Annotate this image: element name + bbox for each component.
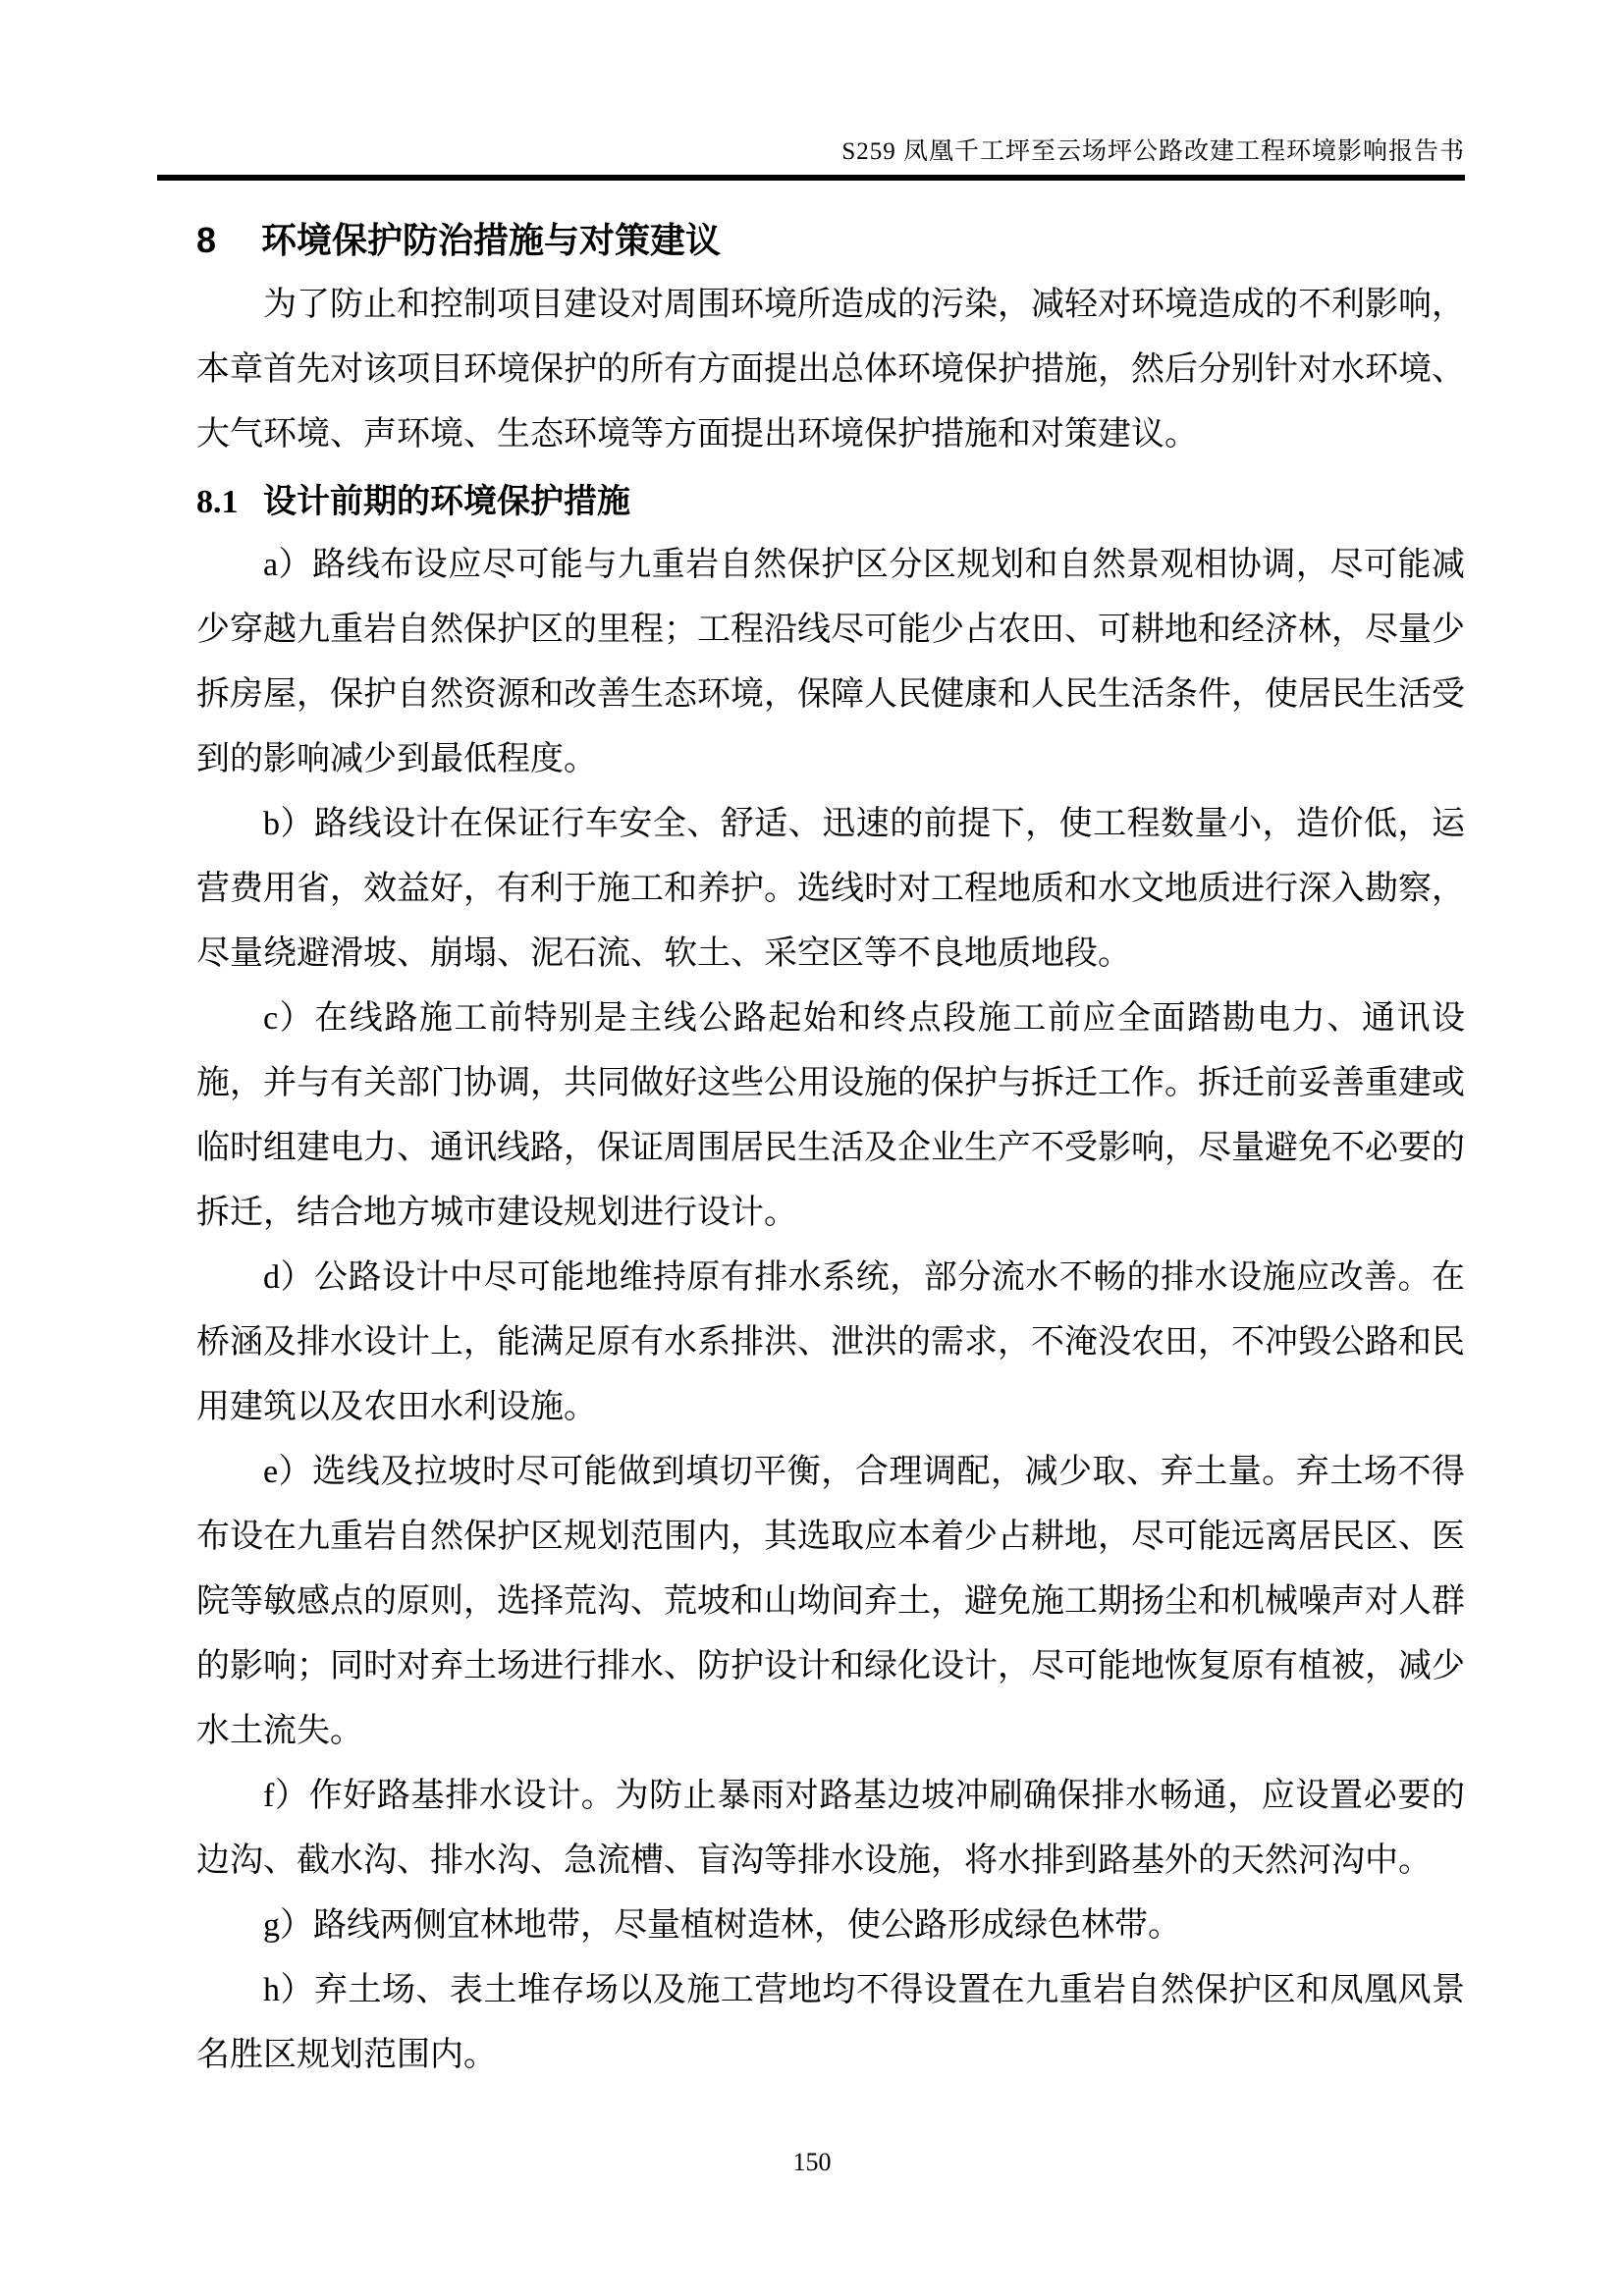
measure-item-b: b）路线设计在保证行车安全、舒适、迅速的前提下，使工程数量小，造价低，运营费用省，效益好，有利于施工和养护。选线时对工程地质和水文地质进行深入勘察，尽量绕避滑坡、崩塌、泥石流、软土、采空区等不良地质地段。 bbox=[196, 806, 1465, 972]
measure-item-a: a）路线布设应尽可能与九重岩自然保护区分区规划和自然景观相协调，尽可能减少穿越九重岩自然保护区的里程；工程沿线尽可能少占农田、可耕地和经济林，尽量少拆房屋，保护自然资源和改善生态环境，保障人民健康和人民生活条件，使居民生活受到的影响减少到最低程度。 bbox=[196, 547, 1465, 777]
measure-item-g: g）路线两侧宜林地带，尽量植树造林，使公路形成绿色林带。 bbox=[263, 1907, 1181, 1944]
document-body bbox=[196, 187, 1465, 2088]
chapter-heading bbox=[196, 220, 1465, 261]
measure-item-e: e）选线及拉坡时尽可能做到填切平衡，合理调配，减少取、弃土量。弃土场不得布设在九重岩自然保护区规划范围内，其选取应本着少占耕地，尽可能远离居民区、医院等敏感点的原则，选择荒沟、荒坡和山坳间弃土，避免施工期扬尘和机械噪声对人群的影响；同时对弃土场进行排水、防护设计和绿化设计，尽可能地恢复原有植被，减少水土流失。 bbox=[196, 1454, 1465, 1749]
measure-item-d: d）公路设计中尽可能地维持原有排水系统，部分流水不畅的排水设施应改善。在桥涵及排水设计上，能满足原有水系排洪、泄洪的需求，不淹没农田，不冲毁公路和民用建筑以及农田水利设施。 bbox=[196, 1259, 1465, 1425]
section-heading bbox=[196, 481, 1465, 523]
page-header bbox=[157, 138, 1465, 181]
chapter-intro-paragraph: 为了防止和控制项目建设对周围环境所造成的污染，减轻对环境造成的不利影响，本章首先对该项目环境保护的所有方面提出总体环境保护措施，然后分别针对水环境、大气环境、声环境、生态环境等方面提出环境保护措施和对策建议。 bbox=[196, 287, 1465, 453]
measure-item-h: h）弃土场、表土堆存场以及施工营地均不得设置在九重岩自然保护区和凤凰风景名胜区规划范围内。 bbox=[196, 1972, 1465, 2073]
section-number: 8.1 bbox=[196, 484, 239, 520]
measure-item-c: c）在线路施工前特别是主线公路起始和终点段施工前应全面踏勘电力、通讯设施，并与有关部门协调，共同做好这些公用设施的保护与拆迁工作。拆迁前妥善重建或临时组建电力、通讯线路，保证周围居民生活及企业生产不受影响，尽量避免不必要的拆迁，结合地方城市建设规划进行设计。 bbox=[196, 1000, 1465, 1231]
chapter-title: 环境保护防治措施与对策建议 bbox=[261, 220, 722, 260]
section-title: 设计前期的环境保护措施 bbox=[262, 483, 630, 520]
chapter-number: 8 bbox=[196, 220, 217, 260]
measure-item-f: f）作好路基排水设计。为防止暴雨对路基边坡冲刷确保排水畅通，应设置必要的边沟、截水沟、排水沟、急流槽、盲沟等排水设施，将水排到路基外的天然河沟中。 bbox=[196, 1778, 1465, 1879]
page-number: 150 bbox=[792, 2148, 832, 2176]
running-head-title: S259 凤凰千工坪至云场坪公路改建工程环境影响报告书 bbox=[841, 138, 1465, 165]
